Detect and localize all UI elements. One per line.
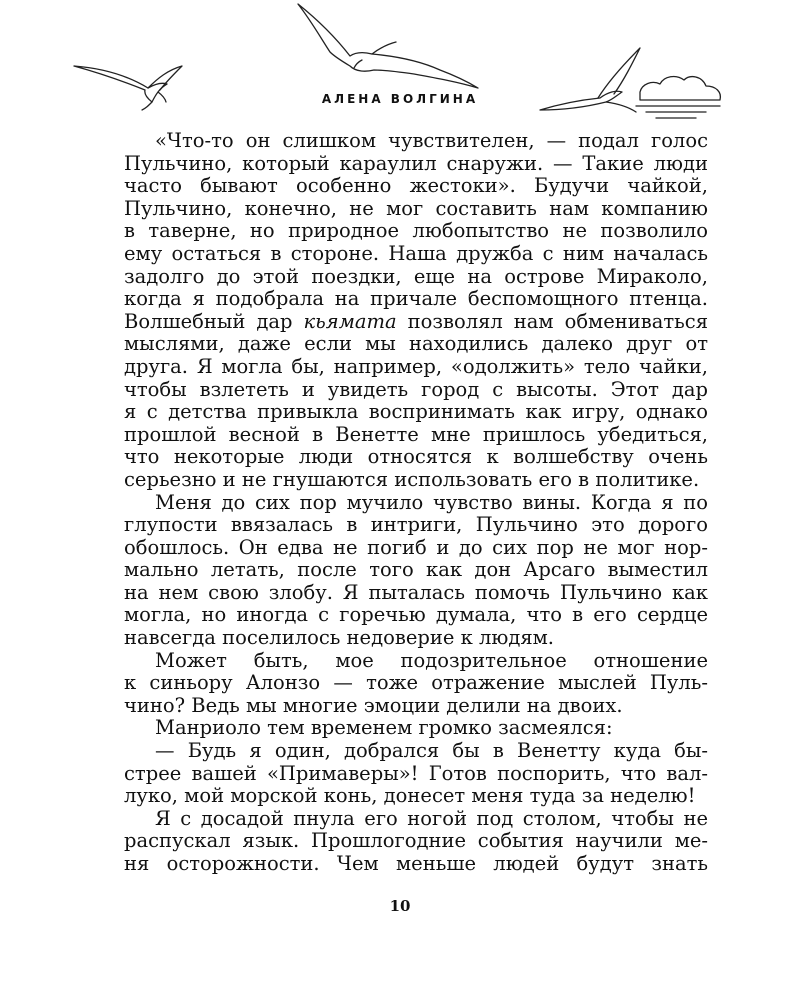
text-line: что некоторые люди относятся к волшебству очень	[124, 445, 708, 469]
page-header	[0, 0, 800, 130]
text-line: «Что-то он слишком чувствителен, — подал голос	[155, 129, 708, 152]
text-line: прошлой весной в Венетте мне пришлось убедиться,	[124, 422, 708, 446]
italic-term: кьямата	[303, 309, 397, 333]
text-line: мально летать, после того как дон Арсаго выместил	[124, 558, 708, 582]
text-line: ня осторожности. Чем меньше людей будут знать	[124, 852, 708, 875]
paragraph	[124, 740, 708, 808]
paragraph	[124, 492, 708, 650]
paragraph	[124, 130, 708, 492]
text-line: Пульчино, который караулил снаружи. — Такие люди	[124, 151, 708, 175]
paragraph	[124, 717, 708, 740]
text-line: — Будь я один, добрался бы в Венетту куда бы-	[155, 739, 708, 763]
text-line: Я с досадой пнула его ногой под столом, чтобы не	[155, 806, 708, 830]
text-line: Манриоло тем временем громко засмеялся:	[155, 716, 613, 740]
text-line: луко, мой морской конь, донесет меня туда за неделю!	[124, 784, 696, 808]
body-text	[124, 130, 708, 876]
text-line: друга. Я могла бы, например, «одолжить» тело чайки,	[124, 354, 708, 378]
text-line: чтобы взлететь и увидеть город с высоты. Этот дар	[124, 377, 708, 401]
text-line: обошлось. Он едва не погиб и до сих пор не мог нор-	[124, 535, 708, 559]
text-line: Волшебный дар кьямата позволял нам обмениваться	[124, 309, 708, 333]
text-line: в таверне, но природное любопытство не позволило	[124, 219, 708, 243]
paragraph	[124, 808, 708, 876]
text-line: часто бывают особенно жестоки». Будучи чайкой,	[124, 174, 708, 198]
page-number: 10	[389, 897, 411, 915]
text-line: Может быть, мое подозрительное отношение	[155, 648, 708, 672]
text-line: Меня до сих пор мучило чувство вины. Когда я по	[155, 490, 708, 514]
text-line: серьезно и не гнушаются использовать его в политике.	[124, 467, 700, 491]
text-line: чино? Ведь мы многие эмоции делили на двоих.	[124, 693, 623, 717]
text-line: распускал язык. Прошлогодние события научили ме-	[124, 829, 708, 853]
text-line: навсегда поселилось недоверие к людям.	[124, 626, 554, 650]
text-line: когда я подобрала на причале беспомощного птенца.	[124, 287, 708, 311]
text-line: могла, но иногда с горечью думала, что в его сердце	[124, 603, 708, 627]
text-line: стрее вашей «Примаверы»! Готов поспорить, что вал-	[124, 761, 708, 785]
text-line: к синьору Алонзо — тоже отражение мыслей Пуль-	[124, 671, 708, 695]
text-line: ему остаться в стороне. Наша дружба с ним началась	[124, 241, 708, 265]
text-line: задолго до этой поездки, еще на острове Мираколо,	[124, 264, 708, 288]
text-line: я с детства привыкла воспринимать как игру, однако	[124, 400, 708, 424]
seagull-icon	[298, 4, 478, 88]
text-line: Пульчино, конечно, не мог составить нам компанию	[124, 196, 708, 220]
seagull-decoration	[0, 0, 800, 130]
text-line: глупости ввязалась в интриги, Пульчино это дорого	[124, 513, 708, 537]
text-line: на нем свою злобу. Я пыталась помочь Пульчино как	[124, 580, 708, 604]
running-head-author: АЛЕНА ВОЛГИНА	[321, 92, 479, 106]
paragraph	[124, 650, 708, 718]
text-line: мыслями, даже если мы находились далеко друг от	[124, 332, 708, 356]
